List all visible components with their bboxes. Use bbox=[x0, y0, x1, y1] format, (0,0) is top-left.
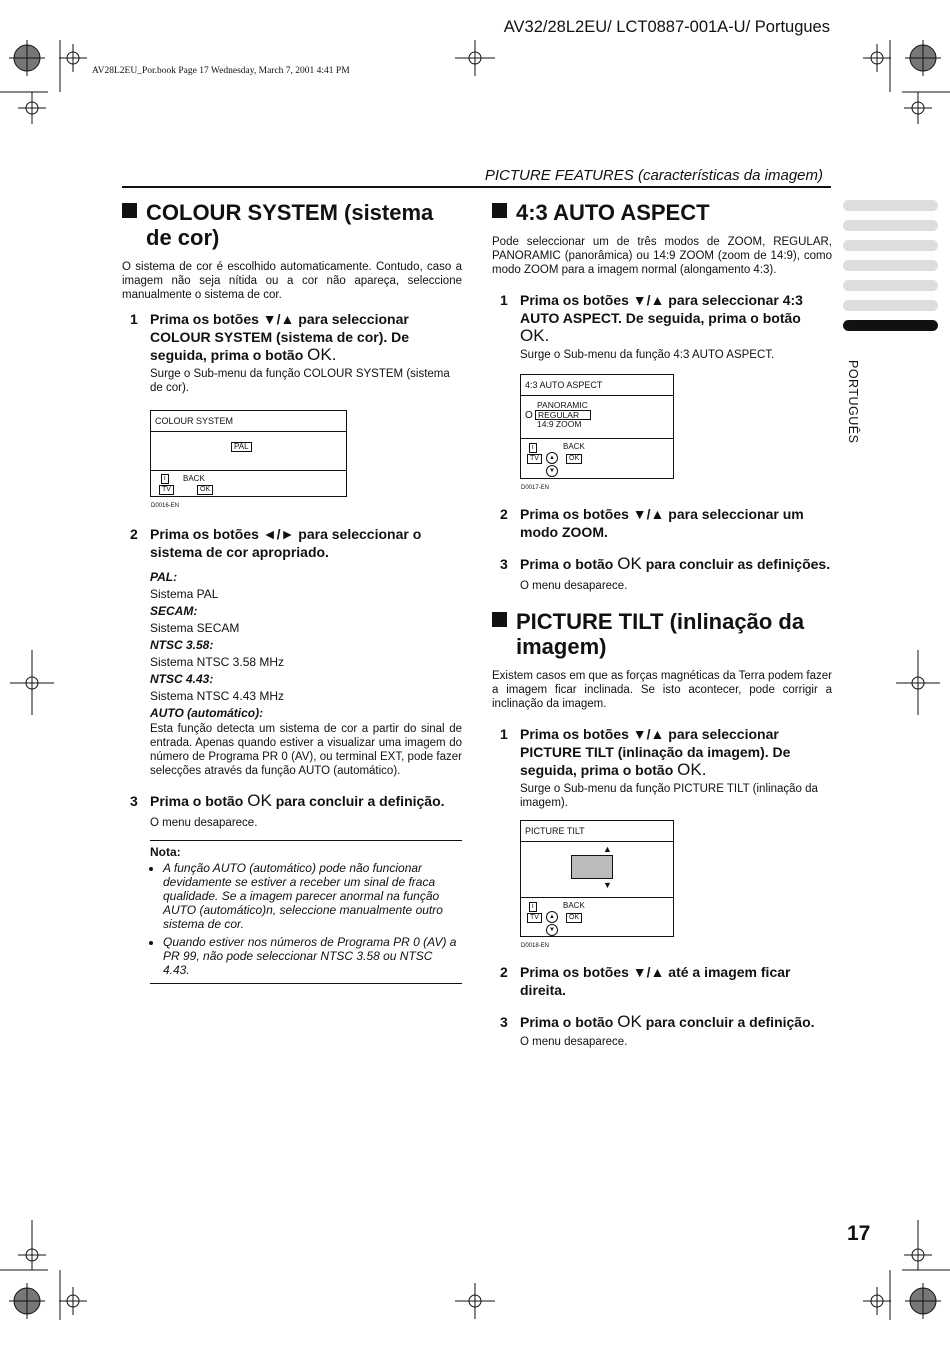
language-tab bbox=[843, 280, 938, 291]
ok-glyph: OK. bbox=[520, 326, 550, 345]
language-label: PORTUGUÊS bbox=[846, 360, 860, 444]
mode-desc: Esta função detecta um sistema de cor a partir do sinal de entrada. Apenas quando estiver a visualizar uma imagem do número de Programa PR 0 (AV), ou terminal EXT, pode fazer selecções através da função AUTO (automático). bbox=[150, 723, 462, 777]
language-tab bbox=[843, 220, 938, 231]
mode-label: NTSC 3.58: bbox=[150, 638, 214, 652]
mode-label: SECAM: bbox=[150, 604, 198, 618]
language-tabs bbox=[843, 200, 938, 340]
osd-back-label: BACK bbox=[183, 474, 205, 483]
auto-aspect-heading: 4:3 AUTO ASPECT bbox=[492, 200, 832, 225]
mode-label: NTSC 4.43: bbox=[150, 672, 214, 686]
language-tab-active bbox=[843, 320, 938, 331]
aspect-step-2: 2 Prima os botões ▼/▲ para seleccionar um modo ZOOM. bbox=[500, 506, 804, 540]
up-arrow-icon: ▲ bbox=[546, 911, 558, 923]
left-column bbox=[122, 200, 462, 984]
aspect-step-3: 3 Prima o botão OK para concluir as definições. bbox=[500, 554, 831, 573]
osd-option: 14:9 ZOOM bbox=[537, 419, 582, 429]
step-1: 1 Prima os botões ▼/▲ para seleccionar COLOUR SYSTEM (sistema de cor). De seguida, prima o botão OK. bbox=[130, 311, 410, 364]
document-id: AV32/28L2EU/ LCT0887-001A-U/ Portugues bbox=[503, 18, 830, 36]
osd-title: 4:3 AUTO ASPECT bbox=[521, 375, 673, 396]
language-tab bbox=[843, 260, 938, 271]
colour-system-intro: O sistema de cor é escolhido automaticamente. Contudo, caso a imagem não seja nítida ou a cor não apareça, seleccione manualmente o sistema de cor. bbox=[122, 261, 462, 301]
tilt-step-3: 3 Prima o botão OK para concluir a definição. bbox=[500, 1012, 815, 1031]
mode-desc: Sistema PAL bbox=[150, 587, 219, 601]
osd-option-selected: REGULAR bbox=[535, 410, 591, 420]
aspect-step-1-note: Surge o Sub-menu da função 4:3 AUTO ASPECT. bbox=[520, 349, 775, 361]
osd-option: PANORAMIC bbox=[537, 400, 588, 410]
tv-icon: TV bbox=[159, 485, 174, 495]
tilt-step-3-note: O menu desaparece. bbox=[520, 1036, 628, 1048]
tilt-preview-box bbox=[571, 855, 613, 879]
osd-footer bbox=[151, 470, 346, 497]
ok-icon: OK bbox=[197, 485, 213, 495]
osd-footer bbox=[521, 438, 673, 477]
book-info: AV28L2EU_Por.book Page 17 Wednesday, March 7, 2001 4:41 PM bbox=[92, 66, 350, 76]
tv-icon: TV bbox=[527, 454, 542, 464]
language-tab bbox=[843, 240, 938, 251]
selection-marker-icon: O bbox=[525, 410, 533, 421]
language-tab bbox=[843, 200, 938, 211]
header-rule bbox=[122, 186, 831, 188]
page-number: 17 bbox=[847, 1222, 871, 1245]
note-list bbox=[150, 861, 462, 977]
note-rule-bottom bbox=[150, 983, 462, 984]
up-arrow-icon: ▲ bbox=[546, 452, 558, 464]
picture-tilt-intro: Existem casos em que as forças magnéticas da Terra podem fazer a imagem ficar inclinada. Se isto acontecer, pode corrigir a inclinação da imagem. bbox=[492, 670, 832, 710]
tilt-down-arrow-icon: ▼ bbox=[603, 880, 612, 890]
auto-aspect-osd bbox=[520, 374, 674, 491]
osd-back-label: BACK bbox=[563, 442, 585, 451]
ok-glyph: OK. bbox=[677, 760, 707, 779]
step-2: 2 Prima os botões ◄/► para seleccionar o sistema de cor apropriado. bbox=[130, 526, 422, 560]
ok-icon: OK bbox=[566, 913, 582, 923]
osd-footer bbox=[521, 897, 673, 936]
picture-tilt-heading: PICTURE TILT (inlinação da imagem) bbox=[492, 609, 832, 659]
note-rule bbox=[150, 840, 462, 841]
down-arrow-icon: ▼ bbox=[546, 924, 558, 936]
info-icon: i bbox=[529, 902, 537, 912]
mode-label: AUTO (automático): bbox=[150, 706, 264, 720]
colour-system-osd bbox=[150, 410, 347, 509]
mode-label: PAL: bbox=[150, 570, 178, 584]
mode-list bbox=[122, 569, 462, 778]
mode-desc: Sistema NTSC 4.43 MHz bbox=[150, 689, 285, 703]
aspect-step-1: 1 Prima os botões ▼/▲ para seleccionar 4:3 AUTO ASPECT. De seguida, prima o botão OK. bbox=[500, 292, 803, 345]
osd-title: COLOUR SYSTEM bbox=[151, 411, 346, 432]
aspect-step-3-note: O menu desaparece. bbox=[520, 580, 628, 592]
ok-glyph: OK. bbox=[307, 345, 337, 364]
step-1-note: Surge o Sub-menu da função COLOUR SYSTEM (sistema de cor). bbox=[150, 368, 450, 394]
tilt-step-1-note: Surge o Sub-menu da função PICTURE TILT (inlinação da imagem). bbox=[520, 783, 818, 809]
ok-glyph: OK bbox=[247, 791, 272, 810]
tilt-up-arrow-icon: ▲ bbox=[603, 844, 612, 854]
info-icon: i bbox=[161, 474, 169, 484]
step-3: 3 Prima o botão OK para concluir a definição. bbox=[130, 791, 445, 810]
auto-aspect-intro: Pode seleccionar um de três modos de ZOOM, REGULAR, PANORAMIC (panorâmica) ou 14:9 ZOOM (zoom de 14:9), como modo ZOOM para a imagem normal (alongamento 4:3). bbox=[492, 236, 832, 276]
osd-back-label: BACK bbox=[563, 901, 585, 910]
section-caption: PICTURE FEATURES (características da imagem) bbox=[484, 167, 823, 184]
osd-code: D0017-EN bbox=[521, 485, 550, 491]
heading-bullet bbox=[492, 612, 507, 627]
colour-system-heading: COLOUR SYSTEM (sistema de cor) bbox=[122, 200, 462, 250]
down-arrow-icon: ▼ bbox=[546, 465, 558, 477]
note-item: • Quando estiver nos números de Programa PR 0 (AV) a PR 99, não pode seleccionar NTSC 3.58 ou NTSC 4.43. bbox=[163, 935, 462, 977]
tilt-step-1: 1 Prima os botões ▼/▲ para seleccionar PICTURE TILT (inlinação da imagem). De seguida, prima o botão OK. bbox=[500, 726, 791, 779]
note-box bbox=[122, 845, 462, 977]
mode-desc: Sistema SECAM bbox=[150, 621, 240, 635]
note-item: • A função AUTO (automático) pode não funcionar devidamente se estiver a receber um sinal de fraca qualidade. Se a imagem parecer anormal na função AUTO (automático)n, seleccione manualmente outro sistema de cor. bbox=[163, 861, 462, 931]
info-icon: i bbox=[529, 443, 537, 453]
note-title: Nota: bbox=[150, 845, 181, 859]
heading-bullet bbox=[122, 203, 137, 218]
ok-glyph: OK bbox=[617, 1012, 642, 1031]
heading-bullet bbox=[492, 203, 507, 218]
picture-tilt-osd bbox=[520, 820, 674, 949]
right-column bbox=[492, 200, 832, 1049]
ok-glyph: OK bbox=[617, 554, 642, 573]
language-tab bbox=[843, 300, 938, 311]
osd-title: PICTURE TILT bbox=[521, 821, 673, 842]
osd-code: D0018-EN bbox=[521, 943, 550, 949]
osd-value: PAL bbox=[231, 442, 252, 452]
osd-code: D0016-EN bbox=[151, 503, 180, 509]
tv-icon: TV bbox=[527, 913, 542, 923]
ok-icon: OK bbox=[566, 454, 582, 464]
tilt-step-2: 2 Prima os botões ▼/▲ até a imagem ficar direita. bbox=[500, 964, 791, 998]
mode-desc: Sistema NTSC 3.58 MHz bbox=[150, 655, 285, 669]
step-3-note: O menu desaparece. bbox=[150, 817, 258, 829]
